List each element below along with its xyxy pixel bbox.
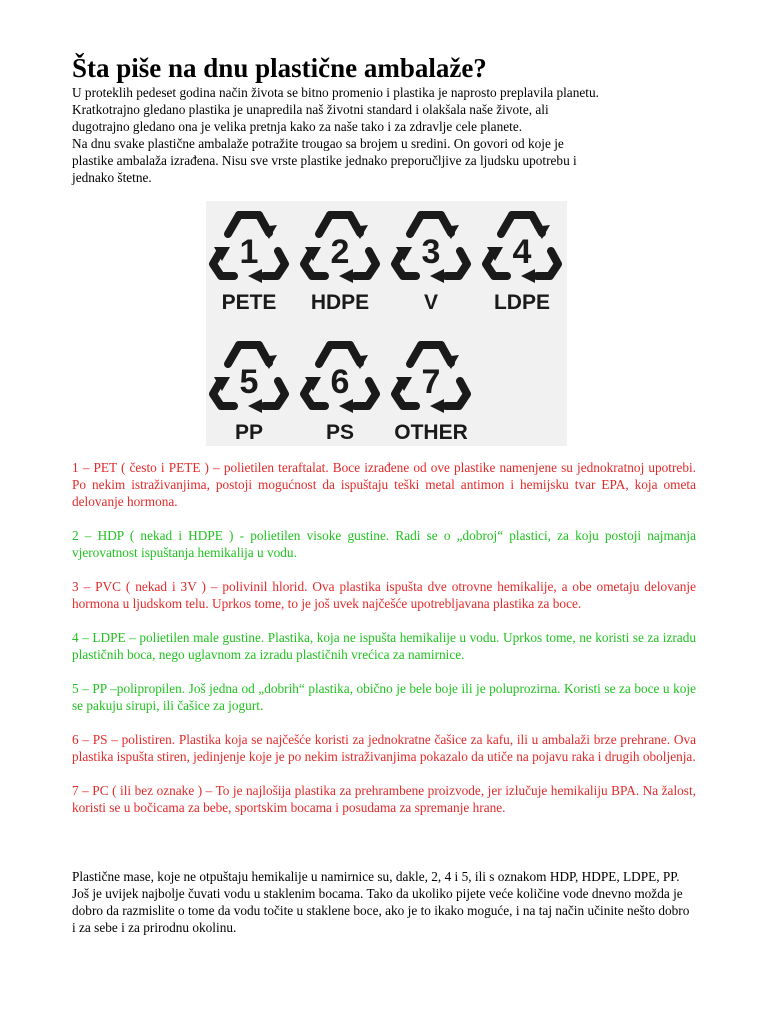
symbol-code: PETE [221,291,277,314]
recycling-symbol [206,203,292,323]
plastic-entry: 3 – PVC ( nekad i 3V ) – polivinil hlorid. Ova plastika ispušta dve otrovne hemikalije, a obe ometaju delovanje hormona u ljudskom telu. Uprkos tome, to je još uvek najčešće upotrebljavana plastika za boce. [72,579,696,611]
symbol-number: 6 [330,363,350,401]
symbol-number: 5 [239,363,259,401]
intro-line: plastike ambalaža izrađena. Nisu sve vrste plastike jednako preporučljive za ljudsku upotrebu i [72,153,577,168]
plastic-entry: 6 – PS – polistiren. Plastika koja se najčešće koristi za jednokratne čašice za kafu, ili u ambalaži brze prehrane. Ova plastika ispušta stiren, jedinjenje koje je po nekim istraživanjima pokazalo da utiče na pojavu raka i drugih oboljenja. [72,732,696,764]
intro-line: Na dnu svake plastične ambalaže potražite trougao sa brojem u sredini. On govori od koje je [72,136,564,151]
symbol-number: 1 [239,233,259,271]
symbol-code: HDPE [310,291,370,314]
plastic-entry: 7 – PC ( ili bez oznake ) – To je najlošija plastika za prehrambene proizvode, jer izlučuje hemikaliju BPA. Na žalost, koristi se u bočicama za bebe, sportskim bocama i posudama za spremanje hrane. [72,783,696,815]
closing-paragraph: Plastične mase, koje ne otpuštaju hemikalije u namirnice su, dakle, 2, 4 i 5, ili s oznakom HDP, HDPE, LDPE, PP. Još je uvijek najbolje čuvati vodu u staklenim bocama. Tako da ukoliko pijete veće količine vode dnevno možda je dobro da razmislite o tome da vodu točite u staklene boce, ako je to ikako moguće, i na taj način učinite nešto dobro i za sebe i za prirodnu okolinu. [72,869,690,935]
plastic-entry: 2 – HDP ( nekad i HDPE ) - polietilen visoke gustine. Radi se o „dobroj“ plastici, za koju postoji najmanja vjerovatnost ispuštanja hemikalija u vodu. [72,528,696,560]
intro-line: U proteklih pedeset godina način života se bitno promenio i plastika je naprosto preplavila planetu. [72,85,599,100]
symbol-number: 4 [512,233,532,271]
recycling-symbol [206,333,292,453]
recycling-symbol [297,203,383,323]
symbol-code: LDPE [493,291,550,314]
intro-line: dugotrajno gledano ona je velika pretnja kako za naše tako i za zdravlje cele planete. [72,119,523,134]
recycling-symbol [479,203,565,323]
symbol-code: PP [234,421,263,444]
plastic-entry: 5 – PP –polipropilen. Još jedna od „dobrih“ plastika, obično je bele boje ili je poluprozirna. Koristi se za boce u koje se pakuju sirupi, ili čašice za jogurt. [72,681,696,713]
symbol-code: PS [325,421,354,444]
symbol-code: V [423,291,438,314]
plastic-entry: 4 – LDPE – polietilen male gustine. Plastika, koja ne ispušta hemikalije u vodu. Uprkos tome, ne koristi se za izradu plastičnih boca, nego uglavnom za izradu plastičnih vrećica za namirnice. [72,630,696,662]
plastic-entry: 1 – PET ( često i PETE ) – polietilen teraftalat. Boce izrađene od ove plastike namenjene su jednokratnoj upotrebi. Po nekim istraživanjima, postoji mogućnost da ispuštaju teški metal antimon i hemijsku tvar EPA, koja ometa delovanje hormona. [72,460,696,509]
symbol-number: 2 [330,233,350,271]
plastic-types-list [72,459,696,816]
intro-line: jednako štetne. [72,170,152,185]
symbol-code: OTHER [394,421,468,444]
intro-line: Kratkotrajno gledano plastika je unapredila naš životni standard i olakšala naše živote, ali [72,102,549,117]
symbol-number: 7 [421,363,441,401]
recycling-symbol [388,203,474,323]
symbol-number: 3 [421,233,441,271]
page-title: Šta piše na dnu plastične ambalaže? [72,53,487,83]
recycling-symbol [388,333,474,453]
recycling-symbol [297,333,383,453]
intro-text [72,84,696,186]
recycling-codes-image [206,201,567,446]
document-header [72,52,696,186]
